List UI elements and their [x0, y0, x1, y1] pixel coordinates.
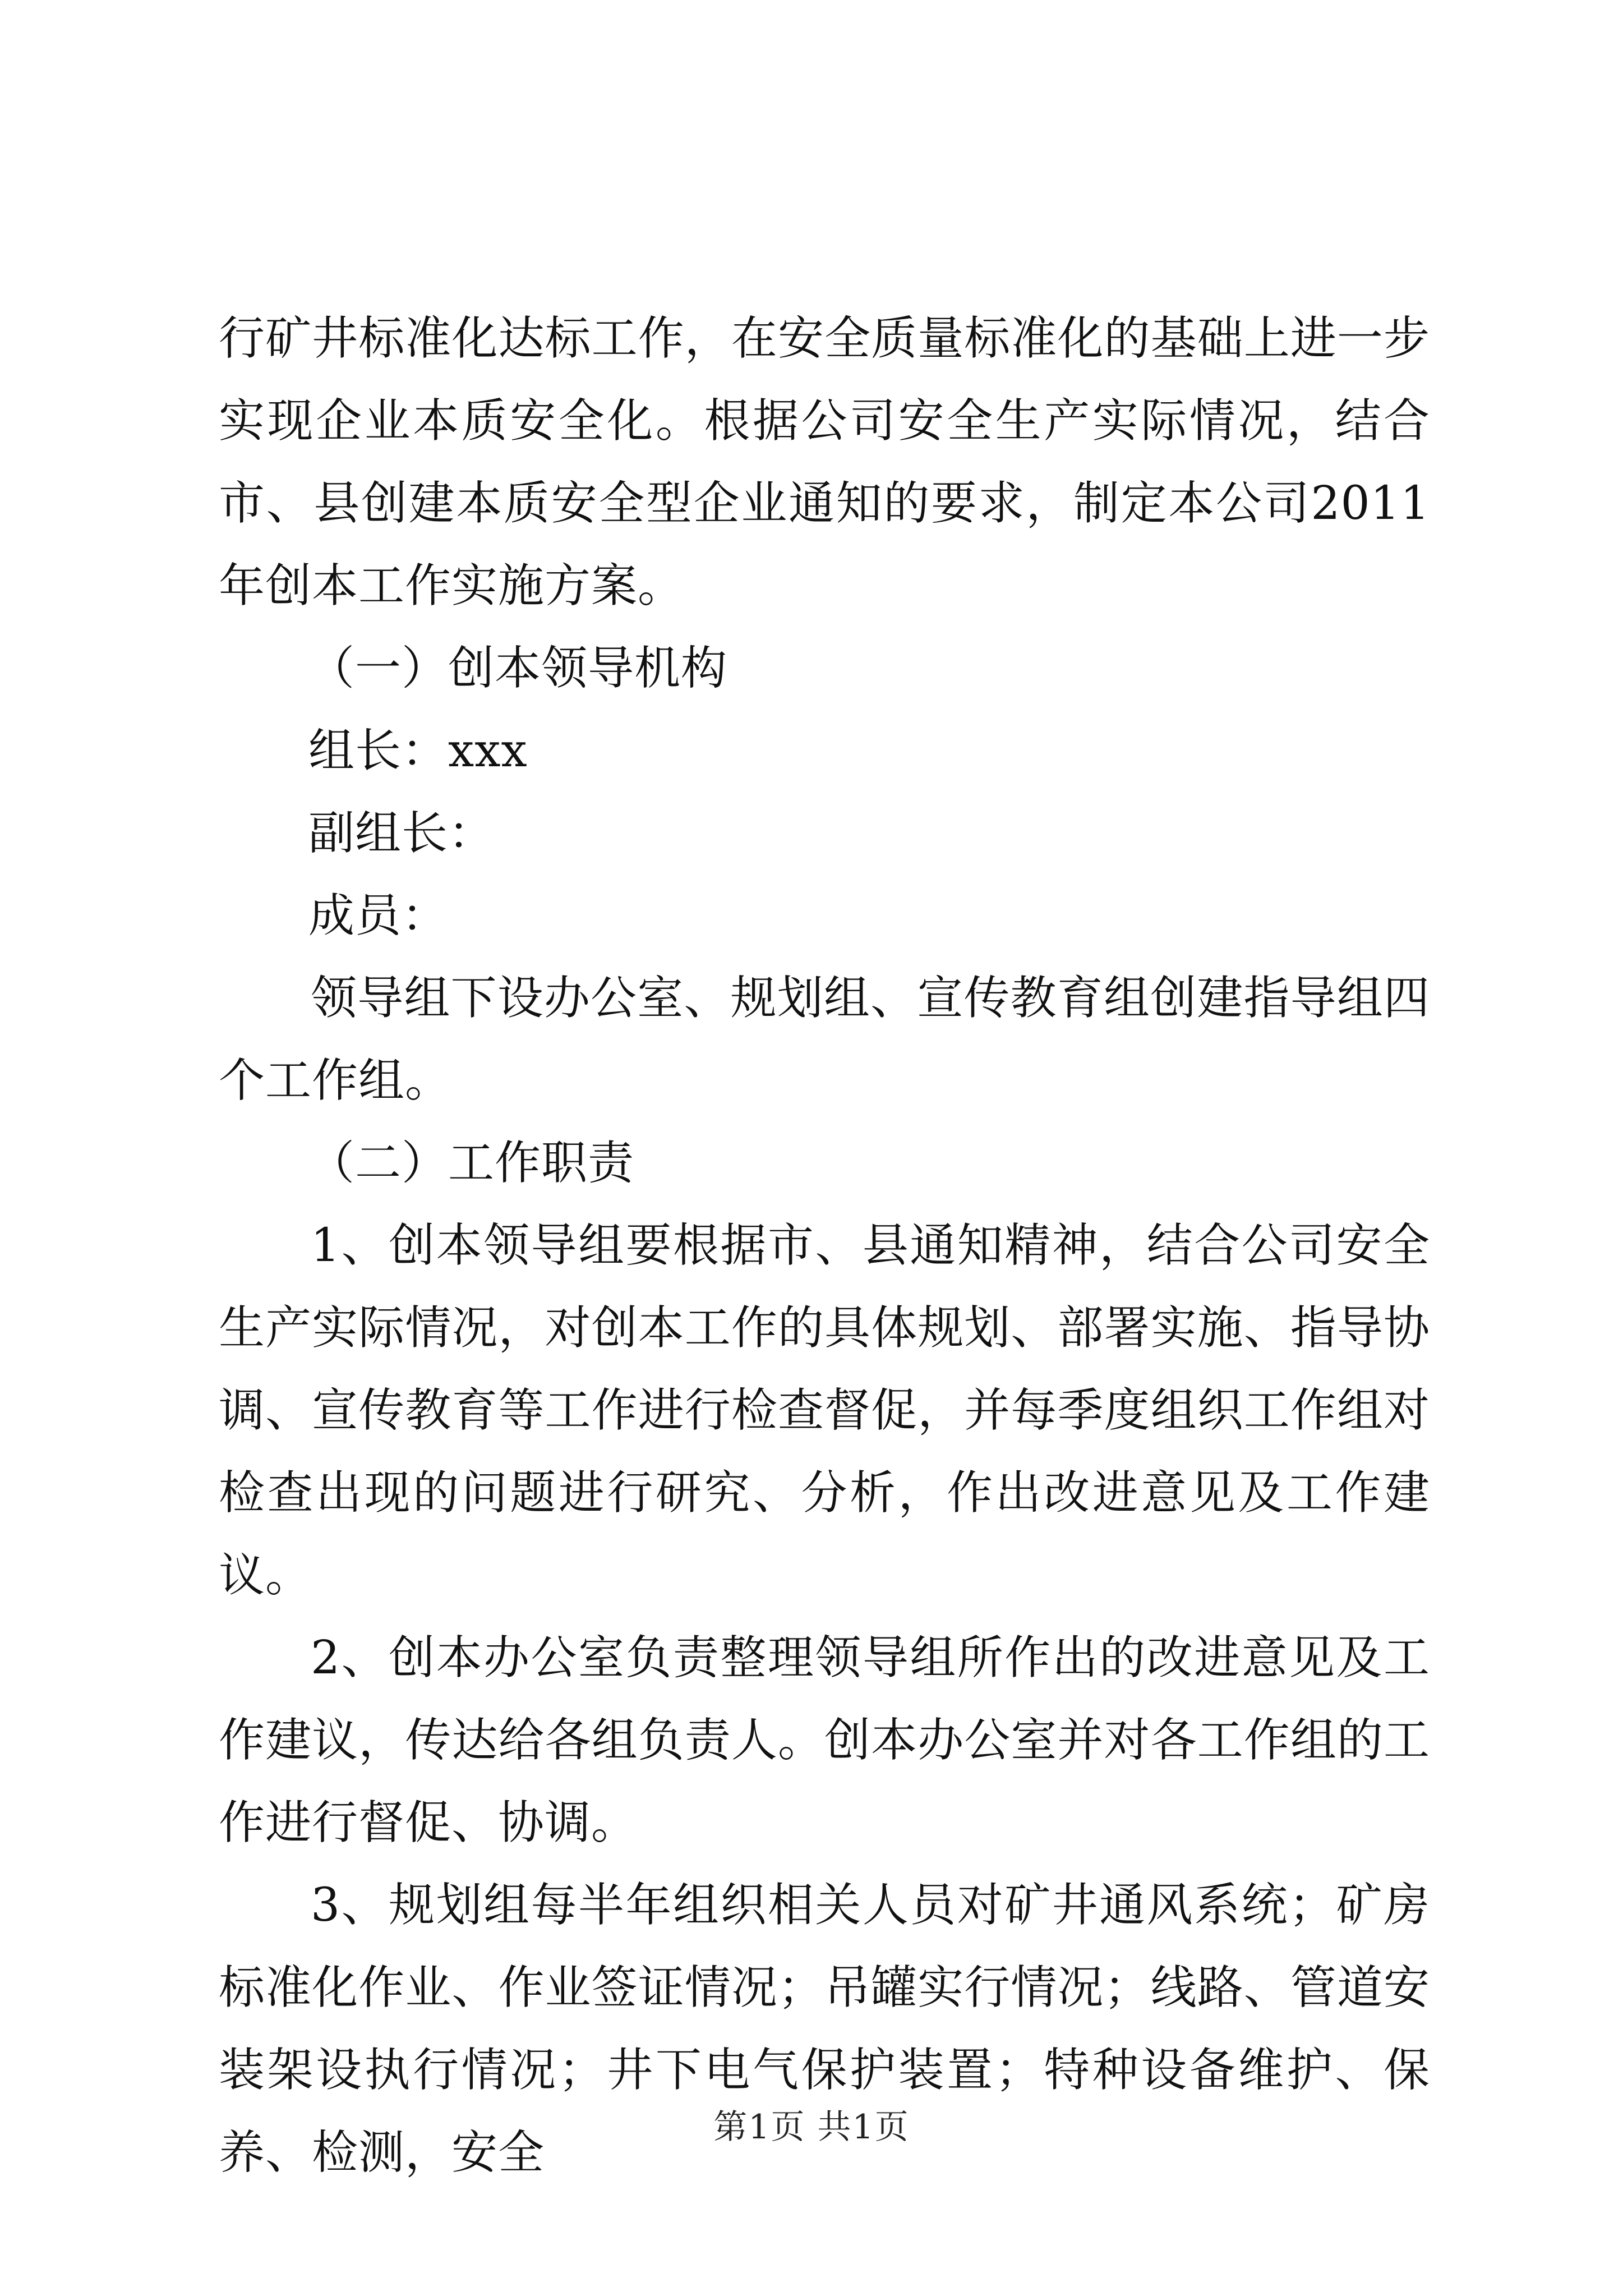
members-line: 成员：: [308, 889, 449, 942]
duty-item-2: 2、创本办公室负责整理领导组所作出的改进意见及工作建议，传达给各组负责人。创本办公室并对各工作组的工作进行督促、协调。: [219, 1631, 1430, 1849]
group-leader-line: 组长：xxx: [308, 724, 528, 777]
duty-item-3: 3、规划组每半年组织相关人员对矿井通风系统；矿房标准化作业、作业签证情况；吊罐实行情况；线路、管道安装架设执行情况；井下电气保护装置；特种设备维护、保养、检测，安全: [219, 1879, 1430, 2179]
deputy-leader-line: 副组长：: [308, 807, 495, 860]
paragraph-working-groups: 领导组下设办公室、规划组、宣传教育组创建指导组四个工作组。: [219, 972, 1430, 1107]
section-heading-duties: （二）工作职责: [308, 1137, 635, 1190]
section-heading-leadership: （一）创本领导机构: [308, 642, 728, 695]
page-number-footer: 第1页 共1页: [713, 2108, 910, 2147]
paragraph-intro: 行矿井标准化达标工作，在安全质量标准化的基础上进一步实现企业本质安全化。根据公司安全生产实际情况，结合市、县创建本质安全型企业通知的要求，制定本公司2011年创本工作实施方案。: [219, 312, 1430, 613]
document-body: [219, 297, 1430, 2194]
duty-item-1: 1、创本领导组要根据市、县通知精神，结合公司安全生产实际情况，对创本工作的具体规划、部署实施、指导协调、宣传教育等工作进行检查督促，并每季度组织工作组对检查出现的问题进行研究、分析，作出改进意见及工作建议。: [219, 1219, 1430, 1602]
